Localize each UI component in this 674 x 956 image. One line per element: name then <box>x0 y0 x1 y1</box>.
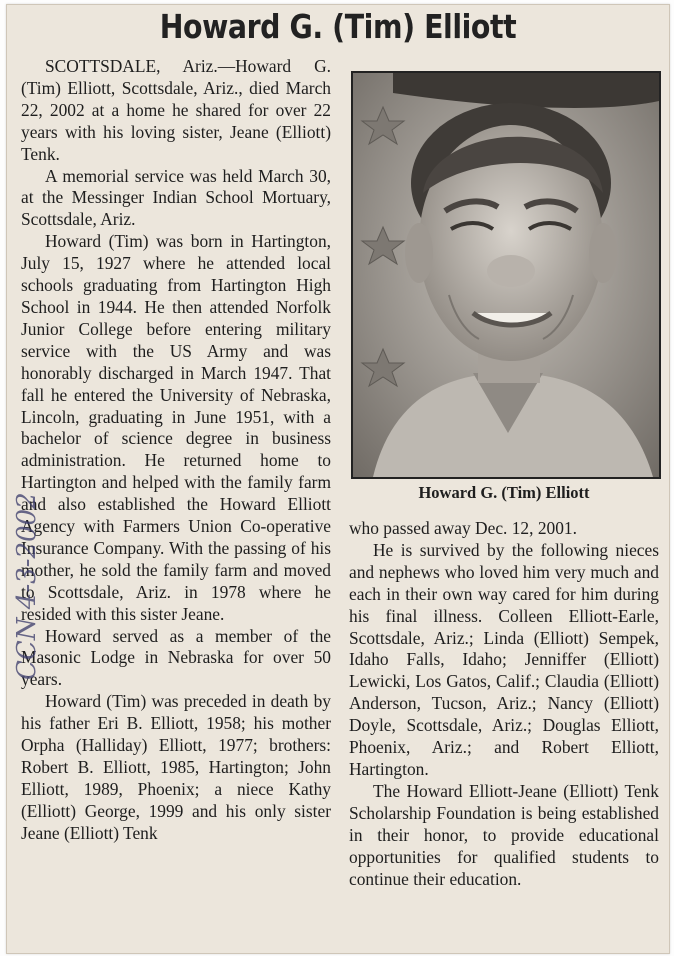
survivors-paragraph: He is survived by the following nieces and nephews who loved him very much and each in their own way cared for him during his final illness. Colleen Elliott-Earle, Scottsdale, Ariz.; Linda (Elliott) Sempek, Idaho Falls, Idaho; Jenniffer (Elliott) Lewicki, Los Gatos, Calif.; Claudia (Elliott) Anderson, Tucson, Ariz.; Nancy (Elliott) Doyle, Scottsdale, Ariz.; Douglas Elliott, Phoenix, Ariz.; and Robert Elliott, Hartington. <box>349 539 659 779</box>
left-column <box>21 56 331 845</box>
biography-paragraph: Howard (Tim) was born in Hartington, July 15, 1927 where he attended local schools graduating from Hartington High School in 1944. He then attended Norfolk Junior College before entering military service with the US Army and was honorably discharged in March 1947. That fall he entered the University of Nebraska, Lincoln, graduating in June 1951, with a bachelor of science degree in business administration. He returned home to Hartington and helped with the family farm and also established the Howard Elliott Agency with Farmers Union Co-operative Insurance Company. With the passing of his mother, he sold the family farm and moved to Scottsdale, Ariz. in 1978 where he resided with this sister Jeane. <box>21 231 331 624</box>
memorial-paragraph: A memorial service was held March 30, at the Messinger Indian School Mortuary, Scottsdale, Ariz. <box>21 165 331 230</box>
newspaper-clipping <box>6 4 670 954</box>
scholarship-paragraph: The Howard Elliott-Jeane (Elliott) Tenk Scholarship Foundation is being established in their honor, to provide educational opportunities for qualified students to continue their education. <box>349 780 659 889</box>
headline: Howard G. (Tim) Elliott <box>159 7 517 46</box>
right-column <box>349 518 659 890</box>
preceded-paragraph: Howard (Tim) was preceded in death by his father Eri B. Elliott, 1958; his mother Orpha (Halliday) Elliott, 1977; brothers: Robert B. Elliott, 1985, Hartington; John Elliott, 1989, Phoenix; a niece Kathy (Elliott) George, 1999 and his only sister Jeane (Elliott) Tenk <box>21 691 331 843</box>
continuation-paragraph: who passed away Dec. 12, 2001. <box>349 518 577 538</box>
photo-caption: Howard G. (Tim) Elliott <box>418 483 590 502</box>
masonic-paragraph: Howard served as a member of the Masonic Lodge in Nebraska for over 50 years. <box>21 625 331 690</box>
portrait-photo <box>351 71 661 479</box>
dateline-paragraph: SCOTTSDALE, Ariz.—Howard G. (Tim) Elliott, Scottsdale, Ariz., died March 22, 2002 at a home he shared for over 22 years with his loving sister, Jeane (Elliott) Tenk. <box>21 56 331 164</box>
portrait-illustration <box>353 73 659 477</box>
handwritten-date-note: CCN 4-3-2002 <box>12 492 42 680</box>
